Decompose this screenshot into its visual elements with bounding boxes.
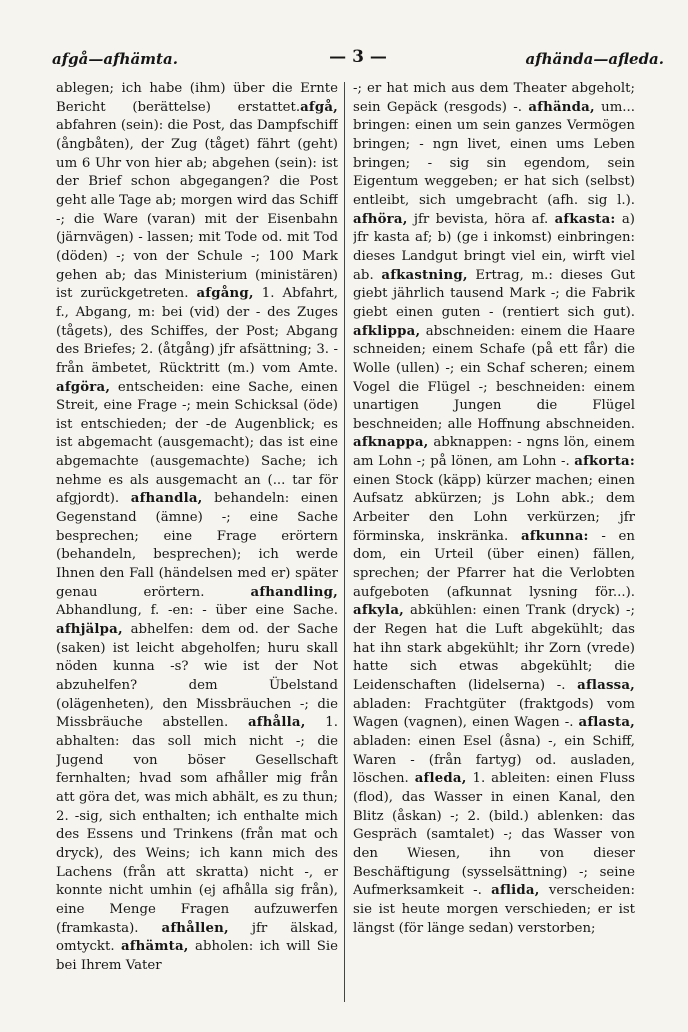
headword: afhandling,	[250, 584, 338, 600]
column-text	[353, 80, 635, 938]
entry-text: abschneiden: einem die Haare schneiden; einem Schafe (på ett får) die Wolle (ullen) -; ein Schaf scheren; einem Vogel die Flügel -; beschneiden: einem unartigen Jungen die Flügel beschneiden; alle Hoffnung abschneiden.	[353, 323, 635, 432]
headword: afhjälpa,	[56, 622, 123, 638]
entry-text: entscheiden: eine Sache, einen Streit, eine Frage -; mein Schicksal (öde) ist entschieden; der -de Augenblick; es ist abgemacht (ausgemacht); das ist eine abgemachte (ausgemachte) Sache; ich nehme es als ausgemacht an (... tar för afgjordt).	[56, 379, 338, 507]
entry-text: ablegen; ich habe (ihm) über die Ernte Bericht (berättelse) erstattet.	[56, 81, 338, 115]
headword: afknappa,	[353, 435, 429, 451]
entry-text: behandeln: einen Gegenstand (ämne) -; eine Sache besprechen; eine Frage erörtern (behandeln, besprechen); ich werde Ihnen den Fall (händelsen med er) später genau erörtern.	[56, 491, 338, 600]
entry-text: abladen: Frachtgüter (fraktgods) vom Wagen (vagnen), einen Wagen -.	[353, 696, 635, 731]
headword: aflida,	[491, 883, 540, 899]
entry-text: abladen: einen Esel (åsna) -, ein Schiff, Waren - (från fartyg) od. ausladen, löschen.	[353, 733, 635, 787]
entry-text: jfr bevista, höra af.	[407, 211, 555, 227]
headword: afhandla,	[130, 491, 203, 507]
entry-text: 1. ableiten: einen Fluss (flod), das Wasser in einen Kanal, den Blitz (åskan) -; 2. (bild.) ablenken: das Gespräch (samtalet) -; das Wasser von den Wiesen, ihn von dieser Beschäftigung (sysselsättning) -; seine Aufmerksamkeit -.	[353, 771, 635, 899]
headword: afgå,	[300, 99, 338, 115]
column-divider	[344, 82, 345, 1002]
column-text	[56, 80, 338, 976]
headword: afleda,	[414, 771, 467, 787]
entry-text: - en dom, ein Urteil (über einen) fällen, sprechen; der Pfarrer hat die Verlobten aufgeboten (afkunnat lysning för...).	[353, 528, 635, 600]
headword: aflassa,	[577, 678, 635, 693]
entry-text: jfr älskad, omtyckt.	[56, 920, 338, 955]
right-guide-word: afhända—afleda.	[525, 50, 664, 68]
entry-text: Abhandlung, f. -en: - über eine Sache.	[56, 603, 338, 619]
headword: afhålla,	[247, 715, 306, 731]
page-number: — 3 —	[329, 47, 387, 67]
headword: afhämta,	[120, 939, 189, 955]
entry-text: einen Stock (käpp) kürzer machen; einen Aufsatz abkürzen; js Lohn abk.; dem Arbeiter den Lohn verkürzen; jfr förminska, inskränka.	[353, 472, 635, 544]
headword: afgöra,	[56, 379, 111, 395]
entry-text: 1. abhalten: das soll mich nicht -; die Jugend von böser Gesellschaft fernhalten; hvad som afhåller mig från att göra det, was mich abhält, es zu thun; 2. -sig, sich enthalten; ich enthalte mich des Essens und Trinkens (från mat och dryck), des Weins; ich kann mich des Lachens (från att skratta) nicht -, er konnte nicht umhin (ej afhålla sig från), eine Menge Fragen aufzuwerfen (framkasta).	[56, 715, 338, 936]
headword: aflasta,	[578, 715, 635, 731]
headword: afhållen,	[161, 920, 229, 936]
headword: afhöra,	[353, 211, 408, 227]
left-guide-word: afgå—afhämta.	[52, 50, 178, 68]
entry-text: abholen: ich will Sie bei Ihrem Vater	[56, 939, 338, 973]
left-column	[56, 80, 338, 1006]
right-column	[353, 80, 635, 1006]
entry-text: verscheiden: sie ist heute morgen verschieden; er ist längst (för länge sedan) verstorben;	[353, 883, 635, 936]
entry-text: abkühlen: einen Trank (dryck) -; der Regen hat die Luft abgekühlt; das hat ihn stark abgekühlt; ihr Zorn (vrede) hatte sich etwas abgekühlt; die Leidenschaften (lidelserna) -.	[353, 603, 635, 693]
entry-text: um... bringen: einen um sein ganzes Vermögen bringen; - ngn livet, einen ums Leben bringen; - sig sin egendom, sein Eigentum weggeben; er hat sich (selbst) entleibt, sich umgebracht (afh. sig l.).	[353, 99, 635, 208]
entry-text: a) jfr kasta af; b) (ge i inkomst) einbringen: dieses Landgut bringt viel ein, wirft viel ab.	[353, 211, 635, 283]
headword: afgång,	[196, 286, 254, 302]
headword: afkorta:	[574, 454, 635, 470]
entry-text: -; er hat mich aus dem Theater abgeholt; sein Gepäck (resgods) -.	[353, 81, 635, 115]
entry-text: 1. Abfahrt, f., Abgang, m: bei (vid) der - des Zuges (tågets), des Schiffes, der Post; Abgang des Briefes; 2. (åtgång) jfr afsättning; 3. - från ämbetet, Rücktritt (m.) vom Amte.	[56, 286, 338, 376]
headword: afkyla,	[353, 603, 404, 619]
entry-text: abfahren (sein): die Post, das Dampfschiff (ångbåten), der Zug (tåget) fährt (geht) um 6 Uhr von hier ab; abgehen (sein): ist der Brief schon abgegangen? die Post geht alle Tage ab; morgen wird das Schiff -; die Ware (varan) mit der Eisenbahn (järnvägen) - lassen; mit Tode od. mit Tod (döden) -; von der Schule -; 100 Mark gehen ab; das Ministerium (ministären) ist zurückgetreten.	[56, 118, 338, 302]
entry-text: abhelfen: dem od. der Sache (saken) ist leicht abgeholfen; huru skall nöden kunna -s? wie ist der Not abzuhelfen? dem Übelstand (olägenheten), den Missbräuchen -; die Missbräuche abstellen.	[56, 622, 338, 731]
headword: afkunna:	[520, 528, 589, 544]
page-header	[52, 47, 664, 72]
headword: afkastning,	[381, 267, 468, 283]
headword: afhända,	[528, 99, 595, 115]
entry-text: abknappen: - ngns lön, einem am Lohn -; på lönen, am Lohn -.	[353, 435, 635, 470]
headword: afkasta:	[554, 211, 616, 227]
headword: afklippa,	[353, 323, 421, 339]
entry-text: Ertrag, m.: dieses Gut giebt jährlich tausend Mark -; die Fabrik giebt einen guten - (rentiert sich gut).	[353, 267, 635, 320]
